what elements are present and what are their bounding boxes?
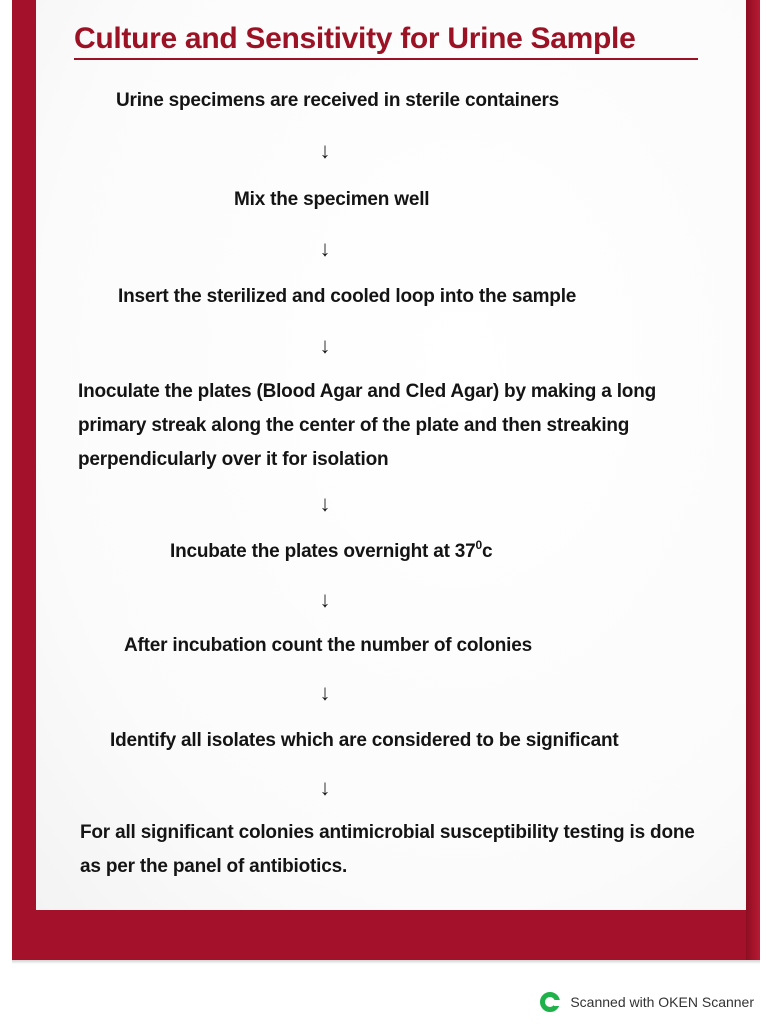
unit-suffix: c: [482, 541, 493, 562]
step-1: [116, 84, 559, 118]
step-3: [118, 280, 576, 314]
degree-superscript: 0: [475, 538, 483, 552]
step-line: Incubate the plates overnight at 37: [170, 541, 476, 562]
step-line: perpendicularly over it for isolation: [78, 449, 389, 470]
down-arrow-icon: ↓: [319, 491, 331, 516]
poster: [12, 0, 760, 960]
step-line: Insert the sterilized and cooled loop into the sample: [118, 286, 577, 307]
step-line: For all significant colonies antimicrobial susceptibility testing is done: [80, 822, 695, 843]
step-2: [234, 183, 429, 217]
oken-scanner-logo-icon: [540, 992, 560, 1012]
down-arrow-icon: ↓: [319, 333, 331, 358]
down-arrow-icon: ↓: [319, 587, 331, 612]
step-line: After incubation count the number of colonies: [124, 635, 532, 656]
step-line: Identify all isolates which are considered to be significant: [110, 730, 619, 751]
down-arrow-icon: ↓: [319, 775, 331, 800]
poster-title: Culture and Sensitivity for Urine Sample: [74, 22, 636, 55]
step-4: [78, 375, 656, 477]
step-line: Mix the specimen well: [234, 189, 430, 210]
down-arrow-icon: ↓: [319, 236, 331, 261]
step-6: [124, 629, 532, 663]
watermark-text: Scanned with OKEN Scanner: [570, 994, 754, 1010]
step-8: [80, 816, 695, 884]
poster-shadow: [12, 960, 760, 964]
down-arrow-icon: ↓: [319, 138, 331, 163]
step-line: as per the panel of antibiotics.: [80, 856, 348, 877]
scanner-watermark: [540, 992, 754, 1012]
poster-content: [36, 0, 746, 910]
step-5: [170, 535, 492, 569]
step-line: primary streak along the center of the plate and then streaking: [78, 415, 630, 436]
title-underline: [74, 58, 698, 60]
step-line: Urine specimens are received in sterile containers: [116, 90, 560, 111]
step-7: [110, 724, 619, 758]
down-arrow-icon: ↓: [319, 680, 331, 705]
step-line: Inoculate the plates (Blood Agar and Cled Agar) by making a long: [78, 381, 657, 402]
